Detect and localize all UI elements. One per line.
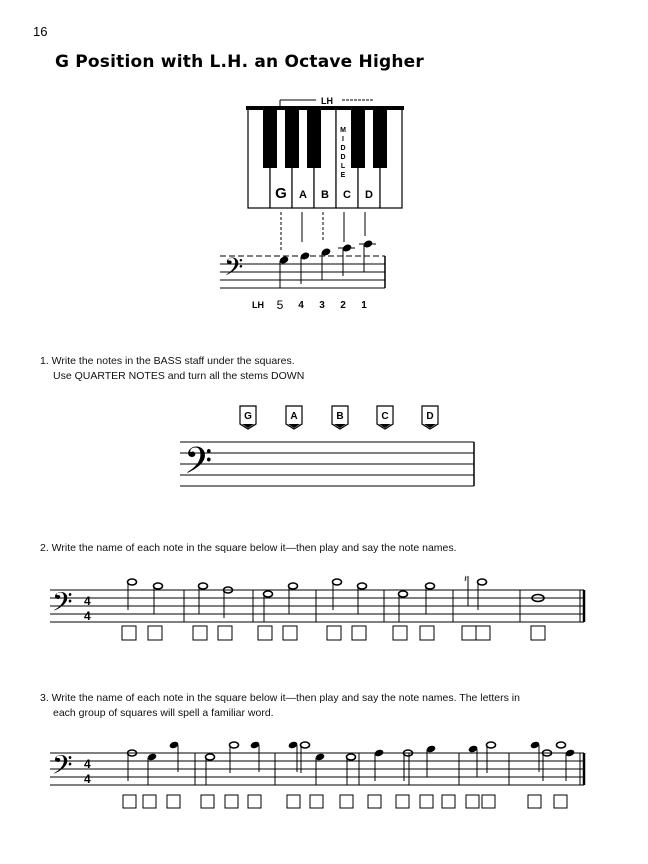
- bass-clef-icon: 𝄢: [184, 441, 213, 490]
- keyboard-diagram: [246, 92, 406, 212]
- middle-letter: D: [340, 154, 346, 161]
- bass-clef-icon: 𝄢: [52, 750, 73, 786]
- exercise-1-line-2: Use QUARTER NOTES and turn all the stems DOWN: [53, 370, 305, 382]
- exercise-3-area: [50, 737, 590, 837]
- time-signature-top: 4: [84, 757, 91, 771]
- note-square-c: C: [381, 411, 389, 422]
- middle-letter: I: [342, 136, 344, 143]
- time-signature-top: 4: [84, 594, 91, 608]
- finger-number: 3: [319, 300, 325, 311]
- lh-label: LH: [321, 96, 333, 106]
- time-signature-bottom: 4: [84, 772, 91, 786]
- key-label-c: C: [343, 189, 351, 201]
- finger-number: 5: [276, 298, 284, 312]
- exercise-3-line-2: each group of squares will spell a familiar word.: [53, 707, 274, 719]
- g-position-staff: [220, 212, 390, 292]
- note-square-g: G: [244, 411, 252, 422]
- key-label-g: G: [275, 185, 287, 202]
- exercise-1-area: [178, 402, 478, 502]
- page-number: 16: [33, 24, 48, 39]
- exercise-2-instruction: 2. Write the name of each note in the square below it—then play and say the note names.: [40, 542, 457, 554]
- exercise-1-staff: [178, 402, 478, 502]
- key-label-d: D: [365, 189, 373, 201]
- exercise-3-staff: [50, 737, 590, 837]
- note-square-a: A: [290, 411, 298, 422]
- key-label-b: B: [321, 189, 329, 201]
- key-label-a: A: [299, 189, 307, 201]
- page-title: G Position with L.H. an Octave Higher: [55, 52, 424, 72]
- bass-clef-icon: 𝄢: [52, 587, 73, 623]
- middle-letter: E: [340, 172, 346, 179]
- exercise-1-line-1: 1. Write the notes in the BASS staff under the squares.: [40, 355, 295, 367]
- exercise-1-instruction: [40, 354, 304, 384]
- exercise-2-staff: [50, 570, 590, 660]
- finger-number: 1: [361, 300, 367, 311]
- note-square-b: B: [336, 411, 344, 422]
- answer-squares[interactable]: [123, 795, 567, 808]
- middle-letter: L: [340, 163, 346, 170]
- exercise-3-line-1: 3. Write the name of each note in the square below it—then play and say the note names. The letters in: [40, 692, 520, 704]
- time-signature-bottom: 4: [84, 609, 91, 623]
- exercise-3-instruction: [40, 691, 520, 721]
- finger-number: 2: [340, 300, 346, 311]
- finger-number: 4: [298, 300, 304, 311]
- exercise-2-area: [50, 570, 590, 660]
- note-square-d: D: [426, 411, 434, 422]
- bass-staff-illustration: [220, 212, 390, 292]
- answer-squares[interactable]: [122, 626, 545, 640]
- bass-clef-icon: 𝄢: [224, 254, 244, 287]
- rest-icon: 𝄽: [464, 574, 468, 585]
- middle-letter: D: [340, 145, 346, 152]
- fingering-hand-label: LH: [252, 300, 264, 310]
- piano-keys-illustration: [246, 92, 406, 212]
- middle-letter: M: [340, 127, 346, 134]
